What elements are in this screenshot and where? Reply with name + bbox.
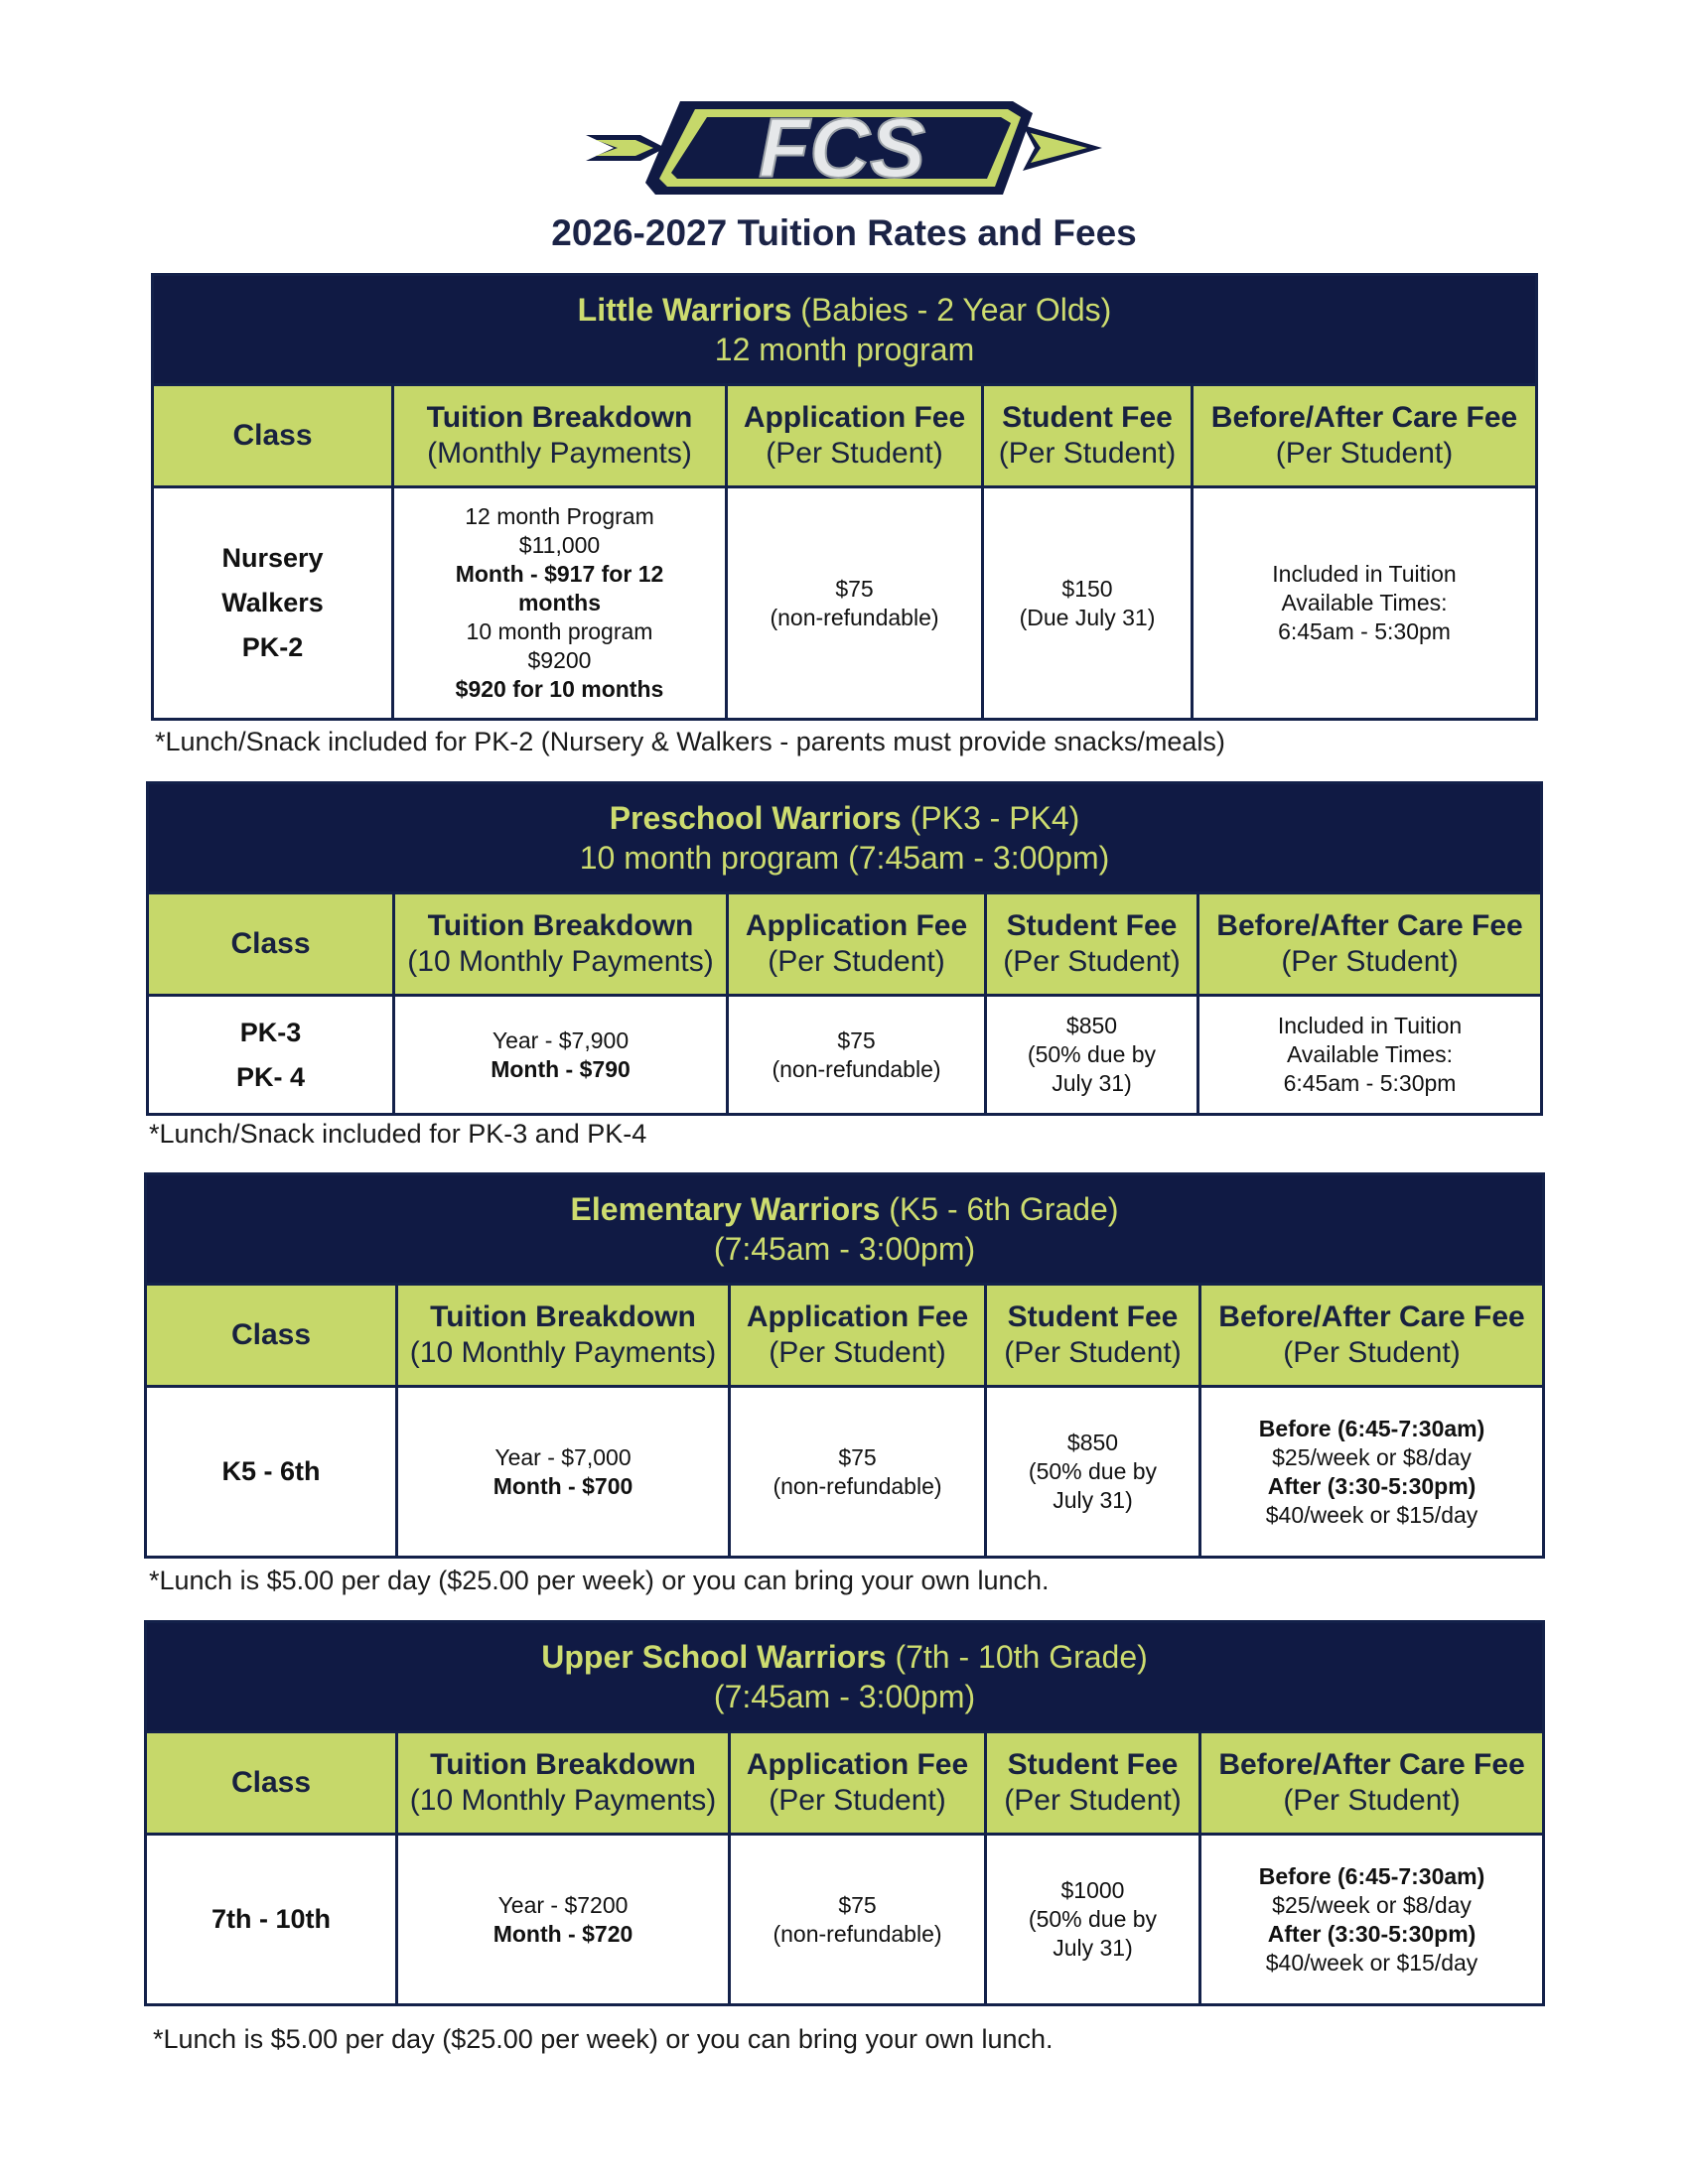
- header-application-fee: Application Fee (Per Student): [730, 1285, 986, 1387]
- section-age-range: (PK3 - PK4): [901, 800, 1080, 836]
- care-fee-cell: Included in Tuition Available Times: 6:45am - 5:30pm: [1198, 996, 1542, 1115]
- little-warriors-section: [151, 273, 1535, 721]
- tuition-cell: 12 month Program $11,000 Month - $917 for 12 months 10 month program $9200 $920 for 10 months: [393, 487, 727, 720]
- application-fee-cell: $75 (non-refundable): [730, 1835, 986, 2005]
- section-name: Little Warriors: [577, 292, 792, 328]
- section-header: [146, 1622, 1544, 1732]
- section-name: Preschool Warriors: [609, 800, 902, 836]
- section-subtitle: 10 month program (7:45am - 3:00pm): [579, 840, 1110, 876]
- class-cell: 7th - 10th: [146, 1835, 397, 2005]
- application-fee-cell: $75 (non-refundable): [728, 996, 986, 1115]
- header-class: Class: [146, 1732, 397, 1835]
- header-tuition: Tuition Breakdown (10 Monthly Payments): [397, 1285, 730, 1387]
- header-student-fee: Student Fee (Per Student): [986, 1732, 1200, 1835]
- tuition-cell: Year - $7,000 Month - $700: [397, 1387, 730, 1558]
- application-fee-cell: $75 (non-refundable): [727, 487, 983, 720]
- student-fee-cell: $850 (50% due by July 31): [986, 996, 1198, 1115]
- section-subtitle: 12 month program: [714, 332, 975, 367]
- section-subtitle: (7:45am - 3:00pm): [713, 1231, 976, 1267]
- elementary-warriors-section: [144, 1172, 1542, 1559]
- section-note: *Lunch is $5.00 per day ($25.00 per week) or you can bring your own lunch.: [153, 2024, 1054, 2054]
- header-care-fee: Before/After Care Fee (Per Student): [1200, 1732, 1544, 1835]
- header-care-fee: Before/After Care Fee (Per Student): [1200, 1285, 1544, 1387]
- class-cell: Nursery Walkers PK-2: [153, 487, 393, 720]
- tuition-cell: Year - $7200 Month - $720: [397, 1835, 730, 2005]
- header-student-fee: Student Fee (Per Student): [986, 1285, 1200, 1387]
- header-application-fee: Application Fee (Per Student): [727, 385, 983, 487]
- section-age-range: (7th - 10th Grade): [886, 1639, 1148, 1675]
- fcs-logo: [586, 93, 1102, 203]
- header-class: Class: [148, 893, 394, 996]
- header-class: Class: [146, 1285, 397, 1387]
- section-name: Elementary Warriors: [570, 1191, 881, 1227]
- header-tuition: Tuition Breakdown (10 Monthly Payments): [397, 1732, 730, 1835]
- header-tuition: Tuition Breakdown (Monthly Payments): [393, 385, 727, 487]
- header-student-fee: Student Fee (Per Student): [983, 385, 1193, 487]
- header-application-fee: Application Fee (Per Student): [730, 1732, 986, 1835]
- student-fee-cell: $1000 (50% due by July 31): [986, 1835, 1200, 2005]
- section-note: *Lunch/Snack included for PK-2 (Nursery & Walkers - parents must provide snacks/meals): [155, 727, 1225, 756]
- header-class: Class: [153, 385, 393, 487]
- header-care-fee: Before/After Care Fee (Per Student): [1198, 893, 1542, 996]
- section-age-range: (K5 - 6th Grade): [880, 1191, 1119, 1227]
- section-subtitle: (7:45am - 3:00pm): [713, 1679, 976, 1714]
- care-fee-cell: Included in Tuition Available Times: 6:45am - 5:30pm: [1193, 487, 1537, 720]
- page-title: 2026-2027 Tuition Rates and Fees: [551, 212, 1137, 253]
- student-fee-cell: $850 (50% due by July 31): [986, 1387, 1200, 1558]
- section-note: *Lunch is $5.00 per day ($25.00 per week) or you can bring your own lunch.: [149, 1566, 1050, 1595]
- section-name: Upper School Warriors: [541, 1639, 887, 1675]
- logo-text: FCS: [759, 101, 925, 195]
- student-fee-cell: $150 (Due July 31): [983, 487, 1193, 720]
- section-header: [146, 1174, 1544, 1285]
- application-fee-cell: $75 (non-refundable): [730, 1387, 986, 1558]
- header-care-fee: Before/After Care Fee (Per Student): [1193, 385, 1537, 487]
- section-header: [148, 783, 1542, 893]
- upper-school-warriors-section: [144, 1620, 1542, 2006]
- section-header: [153, 275, 1537, 385]
- preschool-warriors-section: [146, 781, 1540, 1116]
- section-age-range: (Babies - 2 Year Olds): [791, 292, 1112, 328]
- class-cell: PK-3 PK- 4: [148, 996, 394, 1115]
- care-fee-cell: Before (6:45-7:30am) $25/week or $8/day After (3:30-5:30pm) $40/week or $15/day: [1200, 1835, 1544, 2005]
- section-note: *Lunch/Snack included for PK-3 and PK-4: [149, 1119, 647, 1149]
- header-student-fee: Student Fee (Per Student): [986, 893, 1198, 996]
- care-fee-cell: Before (6:45-7:30am) $25/week or $8/day After (3:30-5:30pm) $40/week or $15/day: [1200, 1387, 1544, 1558]
- header-tuition: Tuition Breakdown (10 Monthly Payments): [394, 893, 728, 996]
- class-cell: K5 - 6th: [146, 1387, 397, 1558]
- tuition-cell: Year - $7,900 Month - $790: [394, 996, 728, 1115]
- header-application-fee: Application Fee (Per Student): [728, 893, 986, 996]
